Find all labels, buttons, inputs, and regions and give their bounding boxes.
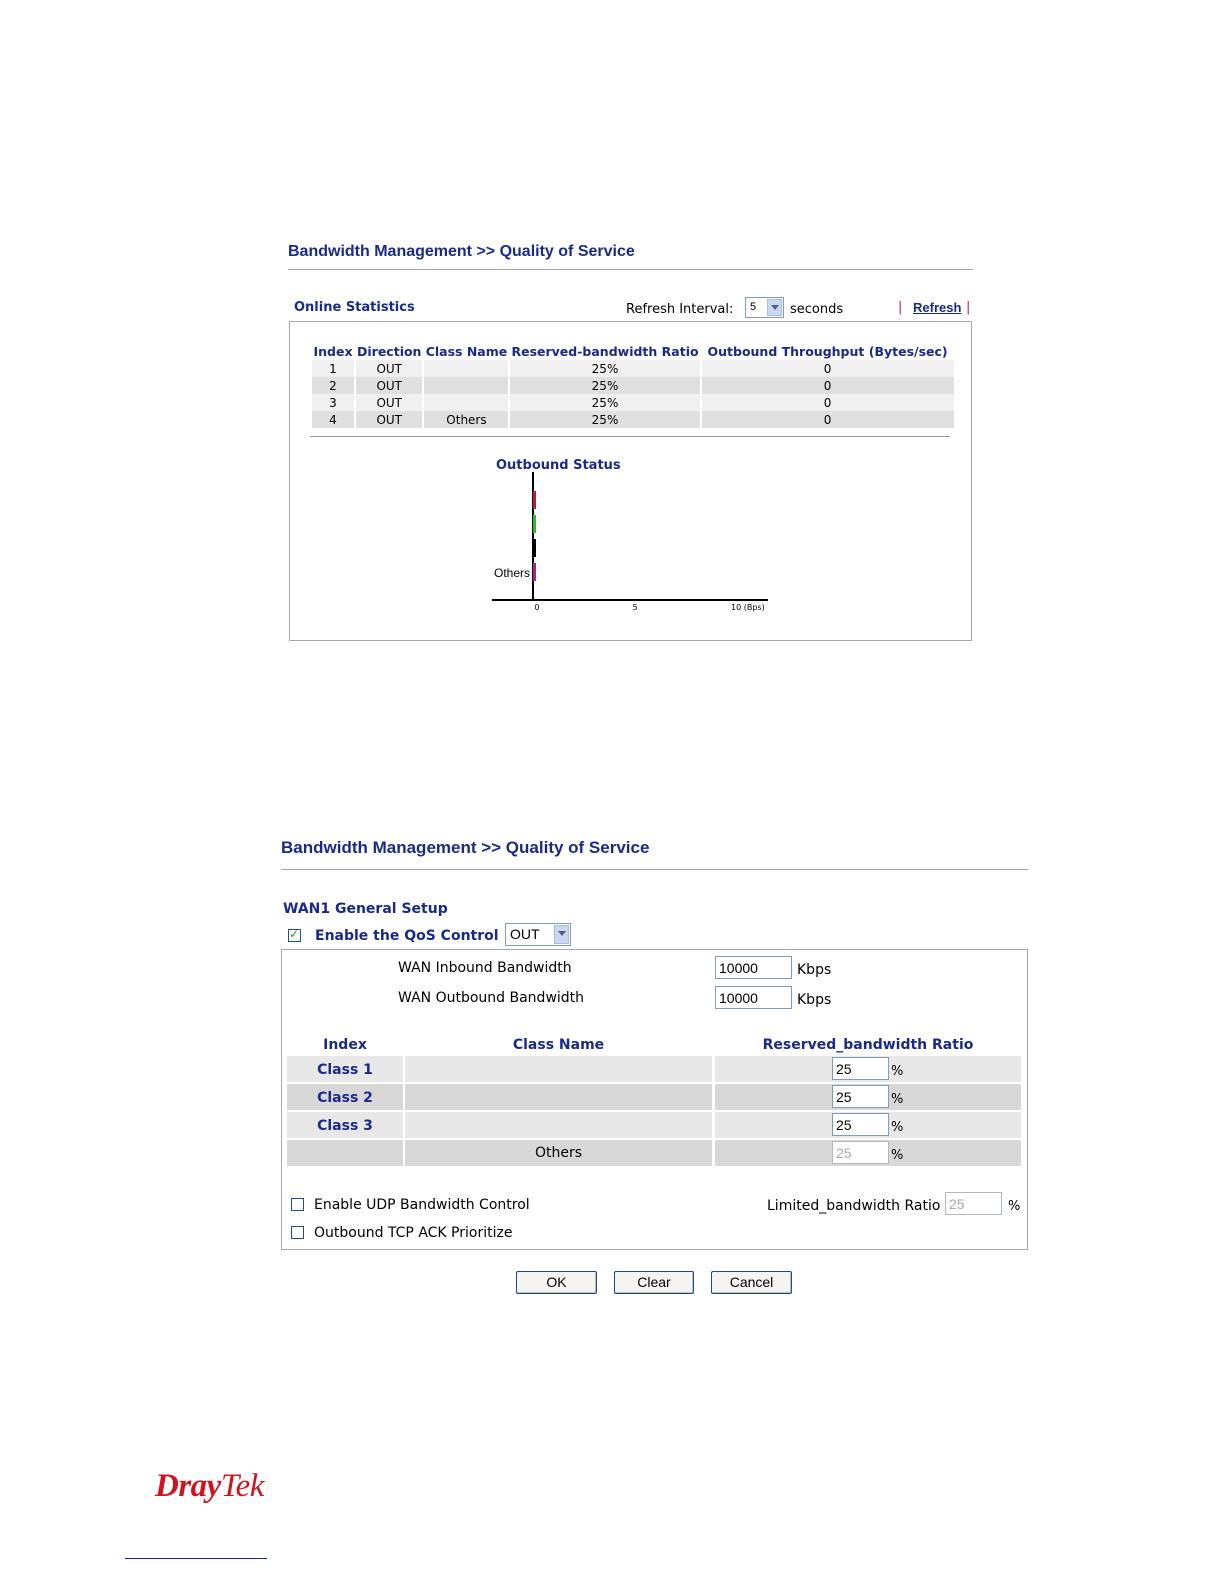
enable-qos-checkbox[interactable] (288, 929, 301, 942)
draytek-logo (155, 1468, 264, 1505)
header-direction: Direction (357, 343, 422, 359)
percent-label: % (891, 1120, 904, 1135)
table-row (312, 394, 954, 411)
class3-ratio-input[interactable] (832, 1113, 889, 1136)
logo-dray: Dray (155, 1468, 221, 1504)
header-reserved-ratio: Reserved-bandwidth Ratio (511, 343, 699, 359)
header-class-name: Class Name (512, 1037, 605, 1053)
cell-index: 4 (312, 411, 354, 428)
class2-ratio-input[interactable] (832, 1085, 889, 1108)
cell-throughput: 0 (702, 360, 954, 377)
outbound-bandwidth-label: WAN Outbound Bandwidth (398, 990, 585, 1006)
page-title: Bandwidth Management >> Quality of Service (288, 243, 635, 260)
chart-bar (533, 515, 536, 533)
online-statistics-label: Online Statistics (294, 300, 415, 315)
cell-index (287, 1084, 403, 1110)
class-name-cell (405, 1112, 712, 1138)
header-index: Index (323, 1037, 367, 1053)
refresh-interval-select[interactable] (745, 297, 784, 318)
cell-index (287, 1140, 403, 1166)
cell-class-name (424, 394, 508, 411)
cell-direction: OUT (356, 394, 422, 411)
limited-ratio-label: Limited_bandwidth Ratio (767, 1198, 941, 1214)
cell-direction: OUT (356, 360, 422, 377)
inbound-unit-label: Kbps (797, 962, 832, 978)
page-title: Bandwidth Management >> Quality of Service (281, 838, 650, 857)
header-index: Index (313, 343, 353, 359)
cell-index: 2 (312, 377, 354, 394)
table-row (312, 377, 954, 394)
limited-ratio-input (945, 1192, 1002, 1215)
cell-throughput: 0 (702, 377, 954, 394)
cell-index (287, 1056, 403, 1082)
logo-tek: Tek (220, 1468, 264, 1504)
cell-ratio: 25% (510, 377, 699, 394)
percent-label: % (1008, 1199, 1021, 1214)
class-name-cell (405, 1056, 712, 1082)
header-reserved-ratio: Reserved_bandwidth Ratio (762, 1037, 974, 1053)
table-row (287, 1084, 1021, 1110)
table-divider (310, 436, 950, 437)
cancel-button[interactable]: Cancel (711, 1271, 792, 1294)
chart-bar (533, 539, 536, 557)
cell-index (287, 1112, 403, 1138)
tcp-ack-checkbox[interactable] (291, 1226, 304, 1239)
separator: | (898, 300, 903, 315)
table-row (287, 1056, 1021, 1082)
inbound-bandwidth-label: WAN Inbound Bandwidth (398, 960, 572, 976)
footer-rule (125, 1558, 267, 1559)
percent-label: % (891, 1064, 904, 1079)
class-index-label: Class 1 (317, 1062, 373, 1078)
chevron-down-icon (554, 925, 569, 944)
chart-title: Outbound Status (496, 458, 621, 473)
table-row (312, 411, 954, 428)
cell-index: 3 (312, 394, 354, 411)
statistics-table (310, 342, 956, 428)
others-ratio-input (832, 1141, 889, 1164)
cell-direction: OUT (356, 377, 422, 394)
chart-bar (533, 563, 536, 581)
title-divider (288, 269, 973, 270)
class-index-label: Class 3 (317, 1118, 373, 1134)
inbound-bandwidth-input[interactable] (715, 956, 792, 979)
chart-tick-label: 0 (534, 603, 540, 612)
percent-label: % (891, 1148, 904, 1163)
cell-throughput: 0 (702, 411, 954, 428)
percent-label: % (891, 1092, 904, 1107)
refresh-link[interactable]: Refresh (913, 300, 962, 315)
cell-class-name (424, 360, 508, 377)
cell-class-name: Others (424, 411, 508, 428)
direction-value: OUT (510, 926, 540, 942)
class1-ratio-input[interactable] (832, 1057, 889, 1080)
chart-bar (533, 491, 536, 509)
enable-qos-label: Enable the QoS Control (315, 928, 499, 944)
cell-class-name (424, 377, 508, 394)
clear-button[interactable]: Clear (614, 1271, 694, 1294)
seconds-label: seconds (790, 302, 844, 317)
refresh-interval-value: 5 (750, 301, 757, 313)
cell-ratio: 25% (510, 394, 699, 411)
chart-category-label: Others (493, 566, 530, 580)
udp-bandwidth-checkbox[interactable] (291, 1198, 304, 1211)
wan1-general-setup-label: WAN1 General Setup (283, 901, 448, 917)
table-row (312, 360, 954, 377)
chart-tick-label: 5 (632, 603, 638, 612)
outbound-status-chart (470, 452, 790, 622)
table-row (287, 1112, 1021, 1138)
title-divider (281, 869, 1028, 870)
tcp-ack-label: Outbound TCP ACK Prioritize (314, 1225, 513, 1241)
class-name-cell (405, 1084, 712, 1110)
class-name-cell (405, 1140, 712, 1166)
cell-index: 1 (312, 360, 354, 377)
class-index-label: Class 2 (317, 1090, 373, 1106)
udp-bandwidth-label: Enable UDP Bandwidth Control (314, 1197, 530, 1213)
class-name-label: Others (534, 1145, 583, 1161)
cell-ratio: 25% (510, 360, 699, 377)
outbound-bandwidth-input[interactable] (715, 986, 792, 1009)
direction-select[interactable] (505, 923, 571, 946)
cell-direction: OUT (356, 411, 422, 428)
chevron-down-icon (767, 299, 782, 316)
ok-button[interactable]: OK (516, 1271, 597, 1294)
table-row (287, 1140, 1021, 1166)
header-outbound-throughput: Outbound Throughput (Bytes/sec) (707, 343, 948, 359)
chart-tick-label: 10 (Bps) (731, 603, 765, 612)
header-class-name: Class Name (425, 343, 508, 359)
outbound-unit-label: Kbps (797, 992, 832, 1008)
cell-throughput: 0 (702, 394, 954, 411)
separator: | (966, 300, 971, 315)
refresh-interval-label: Refresh Interval: (626, 302, 734, 317)
table-header-row (312, 342, 954, 360)
cell-ratio: 25% (510, 411, 699, 428)
